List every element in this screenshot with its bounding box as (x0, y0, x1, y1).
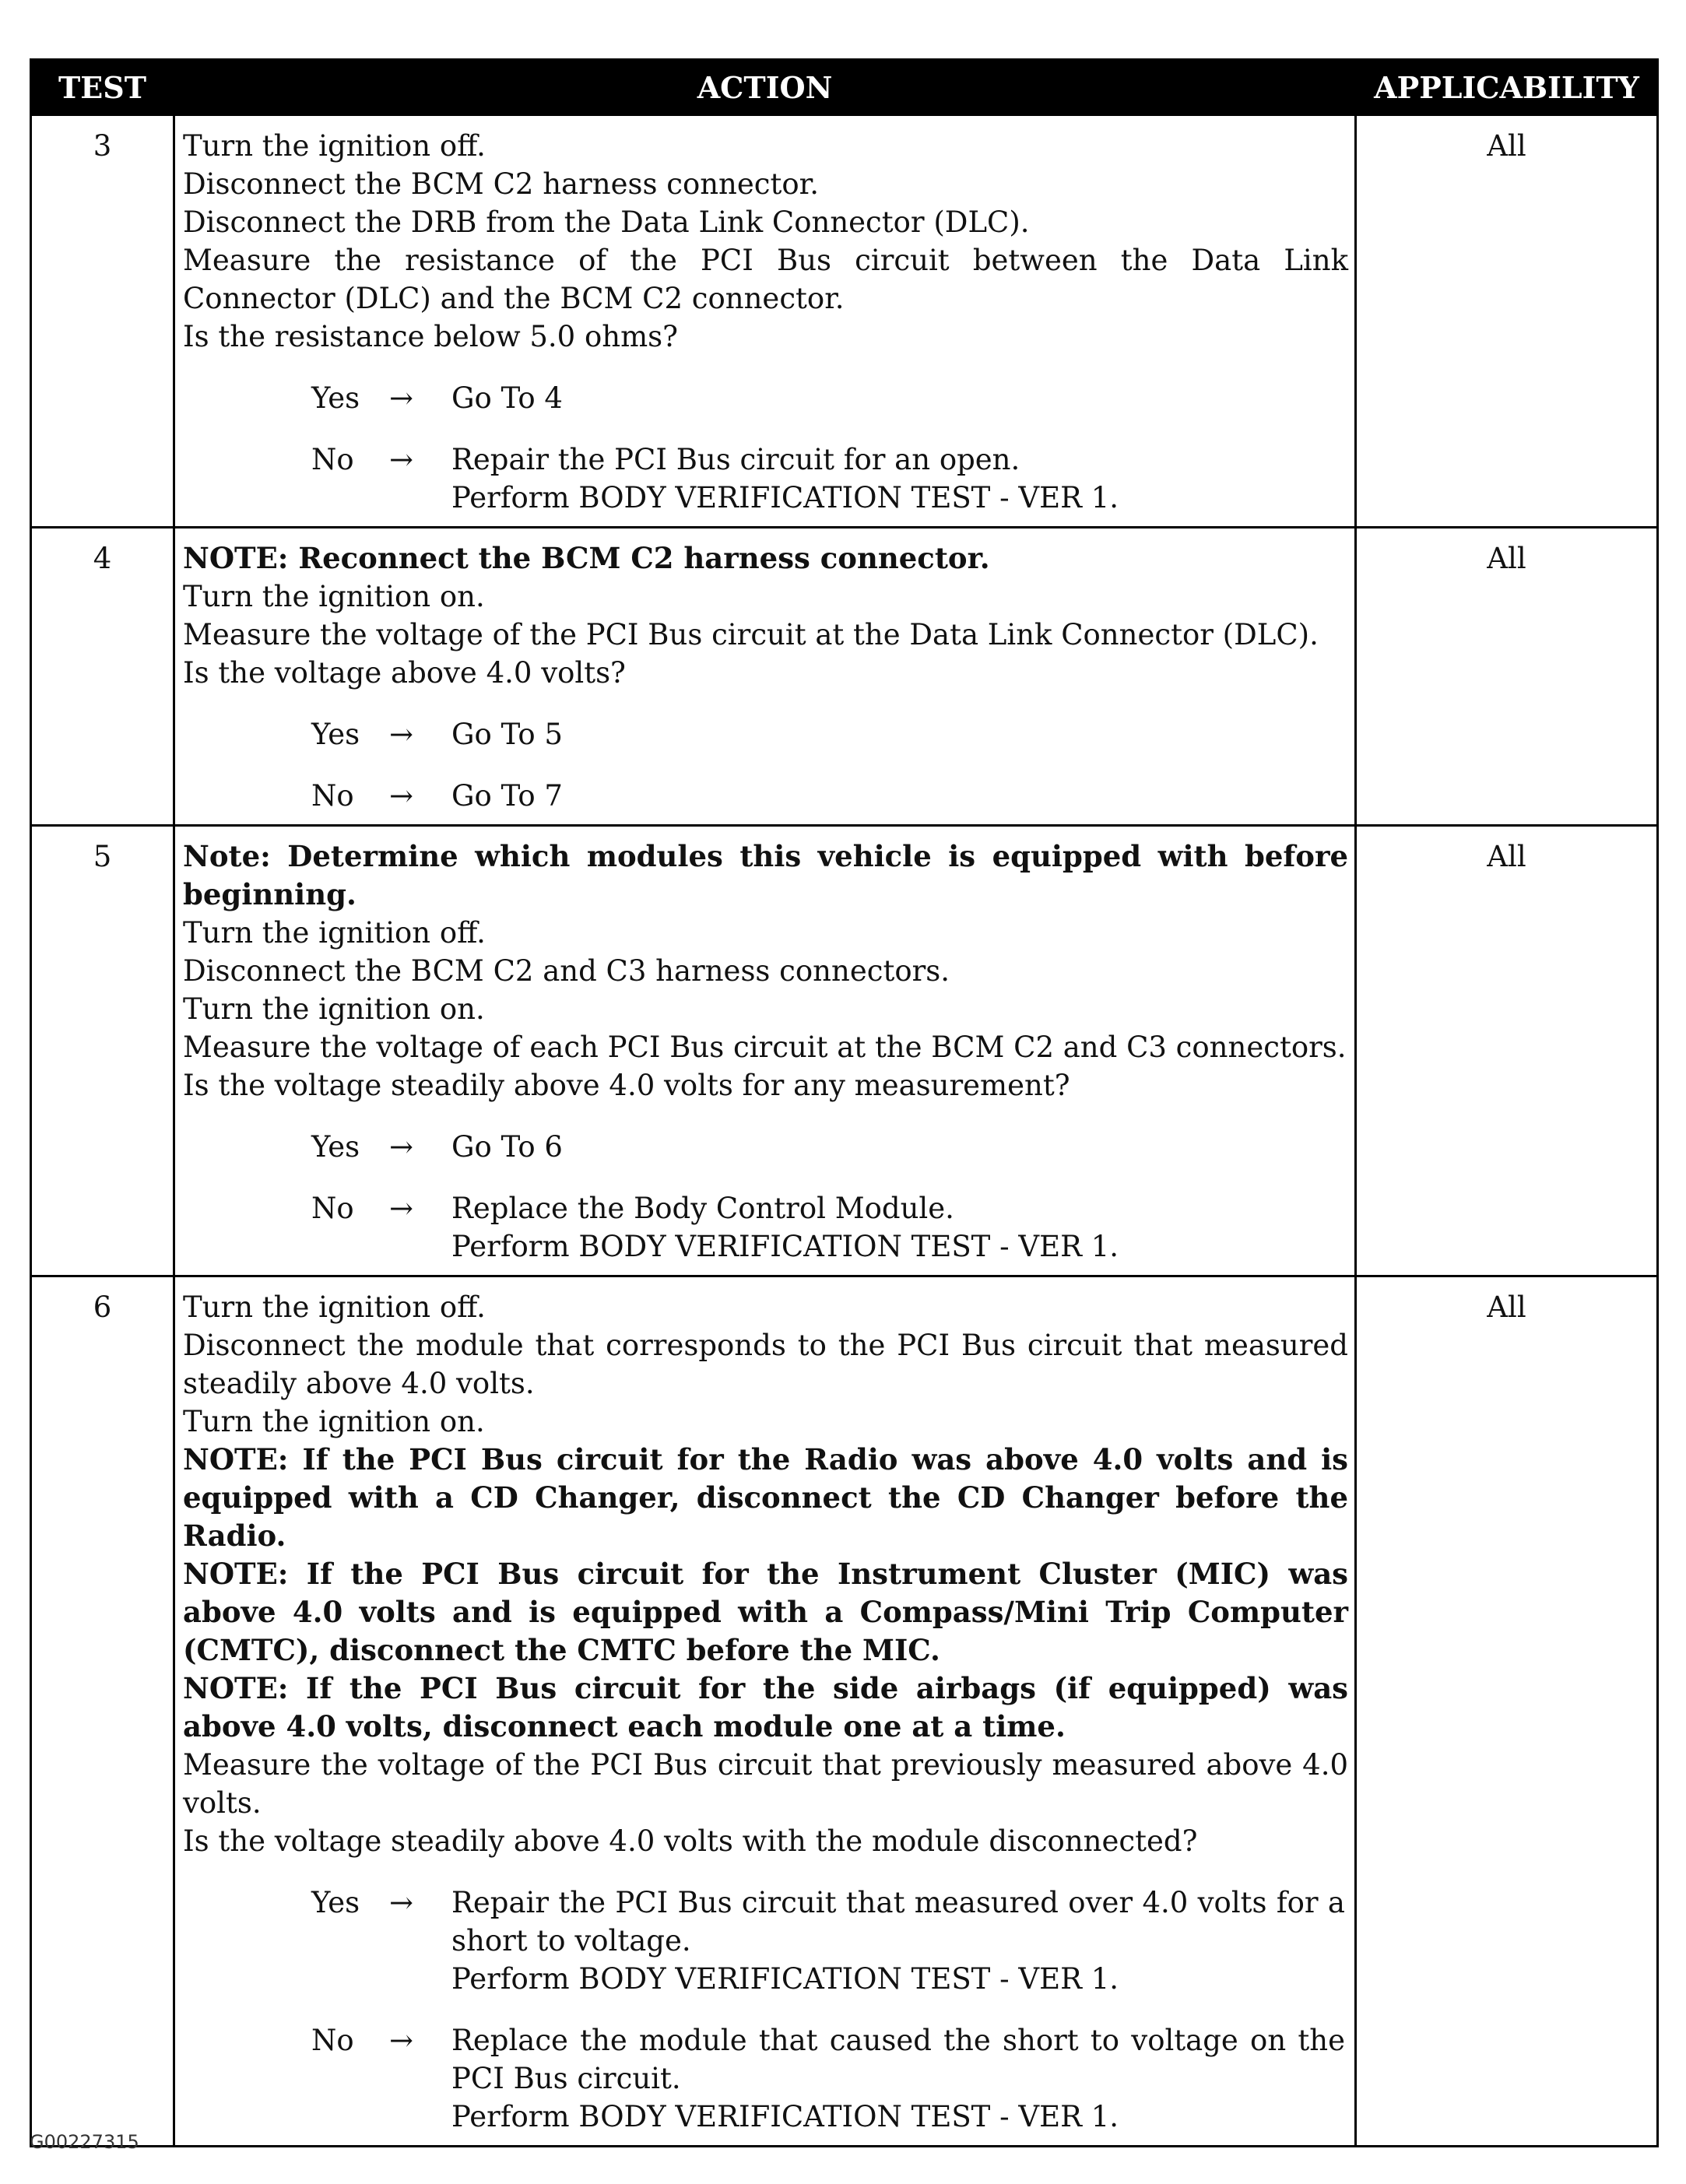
outcome-yes (183, 379, 1348, 417)
test-number: 3 (31, 115, 174, 528)
action-cell (174, 826, 1356, 1276)
outcome-result-line: Perform BODY VERIFICATION TEST - VER 1. (451, 1230, 1119, 1263)
table-row (31, 528, 1658, 826)
action-step: Turn the ignition on. (183, 992, 485, 1026)
action-cell (174, 528, 1356, 826)
outcome-no (183, 1189, 1348, 1266)
right-arrow-icon: → (389, 381, 414, 415)
right-arrow-icon: → (389, 1886, 414, 1919)
action-step: Turn the ignition on. (183, 580, 485, 613)
header-applicability: APPLICABILITY (1356, 60, 1658, 115)
outcome-result-line: Perform BODY VERIFICATION TEST - VER 1. (451, 1962, 1119, 1996)
action-note: NOTE: If the PCI Bus circuit for the side airbags (if equipped) was above 4.0 volts, disconnect each module one at a time. (183, 1671, 1348, 1743)
outcome-result (451, 715, 1348, 753)
action-cell (174, 115, 1356, 528)
diagnostic-test-table (30, 58, 1659, 2147)
action-step: Is the voltage steadily above 4.0 volts for any measurement? (183, 1069, 1070, 1102)
outcome-result (451, 379, 1348, 417)
action-step: Disconnect the BCM C2 and C3 harness connectors. (183, 954, 950, 988)
table-header-row (31, 60, 1658, 115)
applicability-value: All (1356, 115, 1658, 528)
outcome-result (451, 1128, 1348, 1166)
outcome-result-line: Replace the module that caused the short to voltage on the PCI Bus circuit. (451, 2024, 1345, 2095)
action-step: Measure the voltage of the PCI Bus circuit at the Data Link Connector (DLC). (183, 618, 1319, 651)
action-step: Turn the ignition on. (183, 1405, 485, 1438)
outcome-answer: Yes (311, 1886, 360, 1919)
outcome-list (183, 1128, 1348, 1266)
outcome-answer: Yes (311, 1130, 360, 1164)
test-number: 4 (31, 528, 174, 826)
table-row (31, 826, 1658, 1276)
outcome-yes (183, 715, 1348, 753)
outcome-answer: No (311, 1192, 354, 1225)
outcome-result (451, 2021, 1348, 2136)
action-step: Turn the ignition off. (183, 916, 486, 950)
action-note: NOTE: Reconnect the BCM C2 harness connector. (183, 541, 990, 575)
outcome-no (183, 777, 1348, 815)
outcome-result (451, 1189, 1348, 1266)
action-note: NOTE: If the PCI Bus circuit for the Radio was above 4.0 volts and is equipped with a CD Changer, disconnect the CD Changer before the Radio. (183, 1442, 1348, 1553)
applicability-value: All (1356, 826, 1658, 1276)
action-step: Measure the resistance of the PCI Bus circuit between the Data Link Connector (DLC) and the BCM C2 connector. (183, 244, 1348, 315)
outcome-result-line: Go To 5 (451, 718, 563, 751)
outcome-answer: No (311, 779, 354, 813)
action-step: Disconnect the module that corresponds to the PCI Bus circuit that measured steadily above 4.0 volts. (183, 1329, 1348, 1400)
outcome-result-line: Go To 4 (451, 381, 563, 415)
action-note: Note: Determine which modules this vehicle is equipped with before beginning. (183, 839, 1348, 911)
outcome-result-line: Perform BODY VERIFICATION TEST - VER 1. (451, 481, 1119, 514)
right-arrow-icon: → (389, 718, 414, 751)
action-step: Turn the ignition off. (183, 129, 486, 163)
action-cell (174, 1276, 1356, 2147)
outcome-result-line: Repair the PCI Bus circuit that measured over 4.0 volts for a short to voltage. (451, 1886, 1345, 1958)
right-arrow-icon: → (389, 2024, 414, 2057)
diagnostic-test-sheet (30, 58, 1656, 2147)
action-step: Measure the voltage of each PCI Bus circuit at the BCM C2 and C3 connectors. (183, 1031, 1347, 1064)
test-number: 6 (31, 1276, 174, 2147)
header-action: ACTION (174, 60, 1356, 115)
outcome-answer: Yes (311, 381, 360, 415)
outcome-yes (183, 1128, 1348, 1166)
applicability-value: All (1356, 528, 1658, 826)
outcome-result (451, 441, 1348, 517)
right-arrow-icon: → (389, 1192, 414, 1225)
outcome-answer: No (311, 2024, 354, 2057)
test-number: 5 (31, 826, 174, 1276)
figure-id: G00227315 (30, 2131, 139, 2153)
outcome-result-line: Go To 7 (451, 779, 563, 813)
action-note: NOTE: If the PCI Bus circuit for the Instrument Cluster (MIC) was above 4.0 volts and is equipped with a Compass/Mini Trip Computer (CMTC), disconnect the CMTC before the MIC. (183, 1557, 1348, 1667)
action-step: Is the voltage above 4.0 volts? (183, 656, 626, 690)
action-step: Is the voltage steadily above 4.0 volts with the module disconnected? (183, 1824, 1198, 1858)
action-step: Disconnect the BCM C2 harness connector. (183, 167, 820, 201)
action-step: Turn the ignition off. (183, 1290, 486, 1324)
outcome-no (183, 441, 1348, 517)
action-step: Disconnect the DRB from the Data Link Connector (DLC). (183, 205, 1030, 239)
right-arrow-icon: → (389, 779, 414, 813)
outcome-answer: Yes (311, 718, 360, 751)
header-test: TEST (31, 60, 174, 115)
outcome-result (451, 1884, 1348, 1998)
outcome-answer: No (311, 443, 354, 476)
table-row (31, 1276, 1658, 2147)
table-row (31, 115, 1658, 528)
outcome-list (183, 1884, 1348, 2136)
right-arrow-icon: → (389, 1130, 414, 1164)
action-step: Is the resistance below 5.0 ohms? (183, 320, 678, 353)
outcome-list (183, 715, 1348, 815)
outcome-result-line: Replace the Body Control Module. (451, 1192, 954, 1225)
outcome-result (451, 777, 1348, 815)
outcome-result-line: Repair the PCI Bus circuit for an open. (451, 443, 1020, 476)
applicability-value: All (1356, 1276, 1658, 2147)
action-step: Measure the voltage of the PCI Bus circuit that previously measured above 4.0 volts. (183, 1748, 1348, 1820)
right-arrow-icon: → (389, 443, 414, 476)
outcome-list (183, 379, 1348, 517)
table-body (31, 115, 1658, 2147)
outcome-result-line: Go To 6 (451, 1130, 563, 1164)
outcome-no (183, 2021, 1348, 2136)
outcome-yes (183, 1884, 1348, 1998)
outcome-result-line: Perform BODY VERIFICATION TEST - VER 1. (451, 2100, 1119, 2133)
